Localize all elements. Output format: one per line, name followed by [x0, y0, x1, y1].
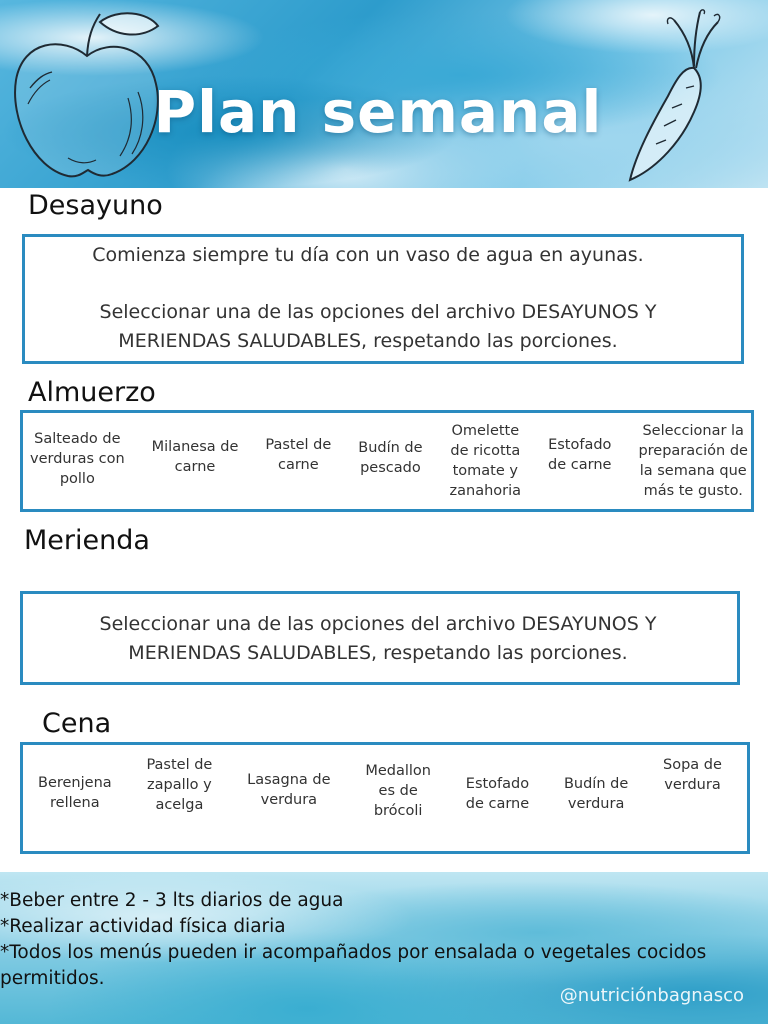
cena-option-5: [466, 774, 529, 814]
header-banner: [0, 0, 768, 188]
cena-option-line: brócoli: [373, 803, 423, 819]
cena-option-1: [38, 773, 112, 813]
cena-option-2: [146, 755, 212, 815]
cena-option-line: verdura: [260, 792, 318, 808]
almuerzo-option-line: de ricotta: [450, 443, 521, 459]
cena-option-line: rellena: [50, 795, 100, 811]
almuerzo-option-line: verduras con: [30, 451, 125, 467]
note-menus: *Todos los menús pueden ir acompañados por ensalada o vegetales cocidos: [0, 942, 707, 963]
desayuno-box: [22, 234, 744, 364]
section-title-desayuno: Desayuno: [28, 190, 163, 221]
almuerzo-option-line: de carne: [548, 457, 612, 473]
cena-option-line: Medallon: [365, 763, 431, 779]
section-title-merienda: Merienda: [24, 525, 150, 556]
cena-option-4: [365, 761, 431, 821]
almuerzo-option-line: más te gusto.: [643, 483, 743, 499]
almuerzo-option-3: [265, 435, 331, 475]
almuerzo-option-line: Seleccionar la: [642, 423, 744, 439]
almuerzo-option-1: [30, 429, 125, 489]
social-handle: @nutriciónbagnasco: [559, 985, 744, 1006]
almuerzo-option-line: Salteado de: [34, 431, 121, 447]
cena-option-3: [247, 770, 330, 810]
section-title-almuerzo: Almuerzo: [28, 377, 156, 408]
cena-option-line: verdura: [567, 796, 625, 812]
cena-option-7: [663, 755, 722, 795]
note-water: *Beber entre 2 - 3 lts diarios de agua: [0, 890, 344, 911]
almuerzo-options: [26, 414, 750, 508]
cena-option-line: es de: [378, 783, 418, 799]
desayuno-line-3: MERIENDAS SALUDABLES, respetando las porciones.: [118, 330, 618, 352]
cena-option-line: Berenjena: [38, 775, 112, 791]
cena-option-line: acelga: [155, 797, 204, 813]
almuerzo-option-4: [358, 438, 422, 478]
note-activity: *Realizar actividad física diaria: [0, 916, 286, 937]
almuerzo-option-2: [152, 437, 239, 477]
almuerzo-option-line: Milanesa de: [151, 439, 239, 455]
almuerzo-option-line: Estofado: [548, 437, 612, 453]
section-title-cena: Cena: [42, 708, 112, 739]
cena-option-line: Budín de: [563, 776, 629, 792]
almuerzo-option-line: Budín de: [358, 440, 423, 456]
almuerzo-option-6: [548, 435, 611, 475]
almuerzo-option-line: tomate y: [452, 463, 518, 479]
cena-option-line: Sopa de: [663, 757, 722, 773]
almuerzo-option-7: [638, 421, 748, 501]
footer-banner: [0, 872, 768, 1024]
note-menus-cont: permitidos.: [0, 968, 105, 989]
cena-option-line: verdura: [664, 777, 721, 793]
page-title: Plan semanal: [153, 78, 603, 146]
almuerzo-option-line: carne: [174, 459, 216, 475]
cena-option-line: Estofado: [465, 776, 530, 792]
almuerzo-option-line: la semana que: [639, 463, 747, 479]
almuerzo-option-line: pescado: [360, 460, 421, 476]
almuerzo-option-line: preparación de: [638, 443, 748, 459]
almuerzo-option-line: carne: [277, 457, 319, 473]
cena-option-line: Pastel de: [146, 757, 213, 773]
cena-option-6: [564, 774, 628, 814]
cena-option-line: de carne: [465, 796, 530, 812]
almuerzo-option-line: Pastel de: [265, 437, 332, 453]
merienda-line-1: Seleccionar una de las opciones del archivo DESAYUNOS Y: [99, 613, 657, 635]
desayuno-line-2: Seleccionar una de las opciones del archivo DESAYUNOS Y: [99, 301, 657, 323]
merienda-line-2: MERIENDAS SALUDABLES, respetando las porciones.: [128, 642, 628, 664]
cena-options: [30, 748, 730, 822]
almuerzo-option-5: [450, 421, 522, 501]
cena-option-line: Lasagna de: [247, 772, 331, 788]
cena-option-line: zapallo y: [147, 777, 212, 793]
desayuno-line-1: Comienza siempre tu día con un vaso de agua en ayunas.: [92, 244, 644, 266]
almuerzo-option-line: zanahoria: [449, 483, 522, 499]
almuerzo-option-line: pollo: [59, 471, 95, 487]
almuerzo-option-line: Omelette: [451, 423, 520, 439]
merienda-box: [20, 591, 740, 685]
